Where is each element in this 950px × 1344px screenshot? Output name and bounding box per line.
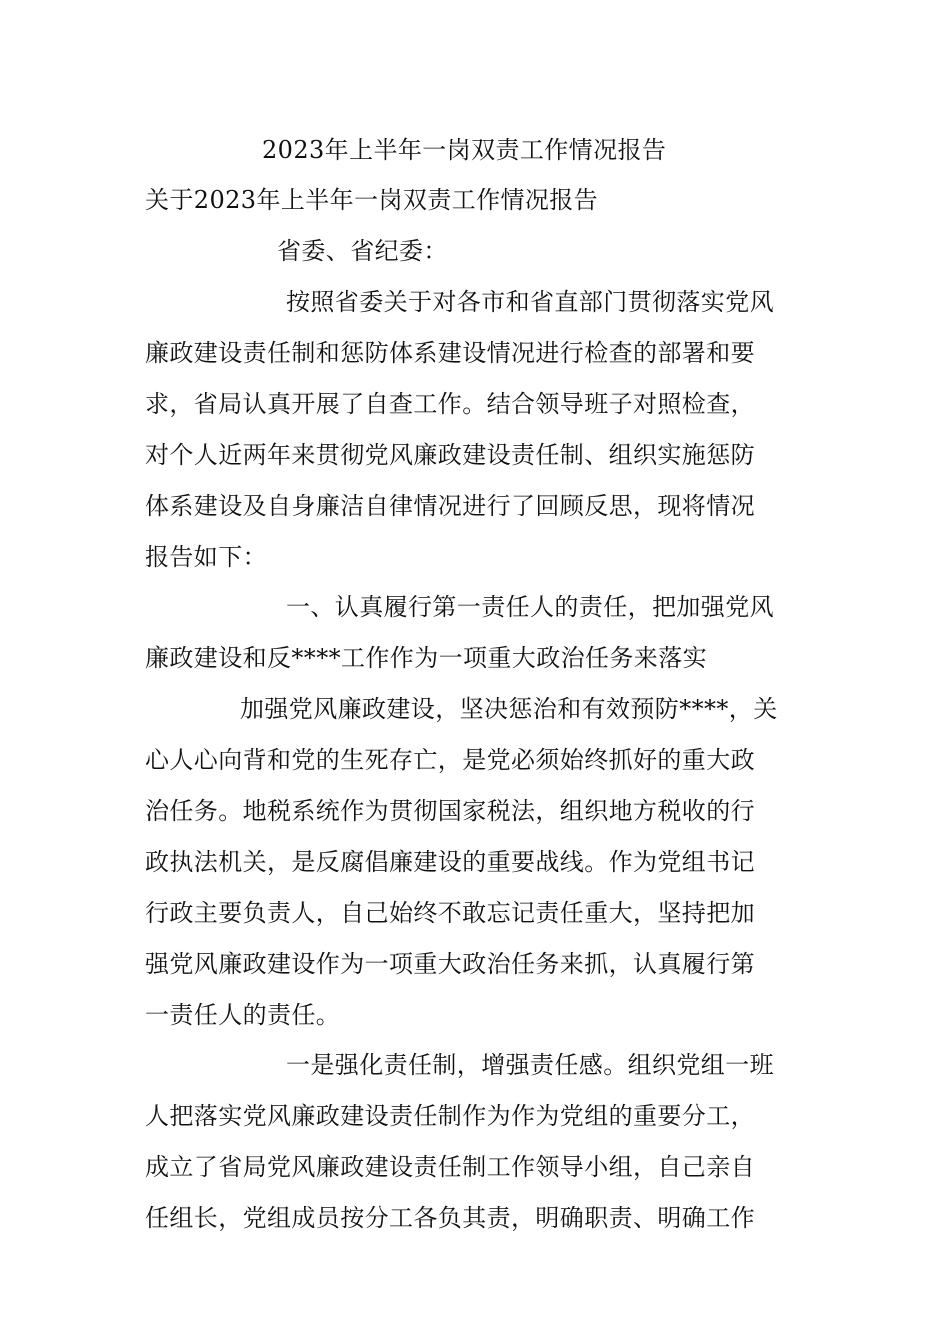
document-title: 2023年上半年一岗双责工作情况报告 — [262, 136, 667, 164]
paragraph-line: 成立了省局党风廉政建设责任制工作领导小组，自己亲自 — [145, 1153, 755, 1181]
paragraph-line: 体系建设及自身廉洁自律情况进行了回顾反思，现将情况 — [145, 492, 755, 520]
paragraph-line: 政执法机关，是反腐倡廉建设的重要战线。作为党组书记 — [145, 848, 755, 876]
paragraph-line: 行政主要负责人，自己始终不敢忘记责任重大，坚持把加 — [145, 899, 755, 927]
section-heading: 廉政建设和反****工作作为一项重大政治任务来落实 — [145, 644, 707, 672]
paragraph-line: 心人心向背和党的生死存亡，是党必须始终抓好的重大政 — [145, 746, 755, 774]
paragraph-line: 任组长，党组成员按分工各负其责，明确职责、明确工作 — [145, 1204, 755, 1232]
section-heading: 一、认真履行第一责任人的责任，把加强党风 — [286, 593, 774, 621]
document-subtitle: 关于2023年上半年一岗双责工作情况报告 — [145, 186, 599, 214]
paragraph-line: 对个人近两年来贯彻党风廉政建设责任制、组织实施惩防 — [145, 441, 755, 469]
paragraph-line: 报告如下： — [145, 543, 267, 571]
paragraph-line: 一责任人的责任。 — [145, 1001, 341, 1029]
salutation: 省委、省纪委： — [277, 237, 448, 265]
paragraph-line: 加强党风廉政建设，坚决惩治和有效预防****，关 — [240, 695, 778, 723]
paragraph-line: 按照省委关于对各市和省直部门贯彻落实党风 — [286, 288, 774, 316]
paragraph-line: 强党风廉政建设作为一项重大政治任务来抓，认真履行第 — [145, 950, 755, 978]
paragraph-line: 求，省局认真开展了自查工作。结合领导班子对照检查， — [145, 390, 755, 418]
paragraph-line: 一是强化责任制，增强责任感。组织党组一班 — [286, 1051, 774, 1079]
paragraph-line: 治任务。地税系统作为贯彻国家税法，组织地方税收的行 — [145, 797, 755, 825]
paragraph-line: 廉政建设责任制和惩防体系建设情况进行检查的部署和要 — [145, 339, 755, 367]
paragraph-line: 人把落实党风廉政建设责任制作为作为党组的重要分工， — [145, 1102, 755, 1130]
